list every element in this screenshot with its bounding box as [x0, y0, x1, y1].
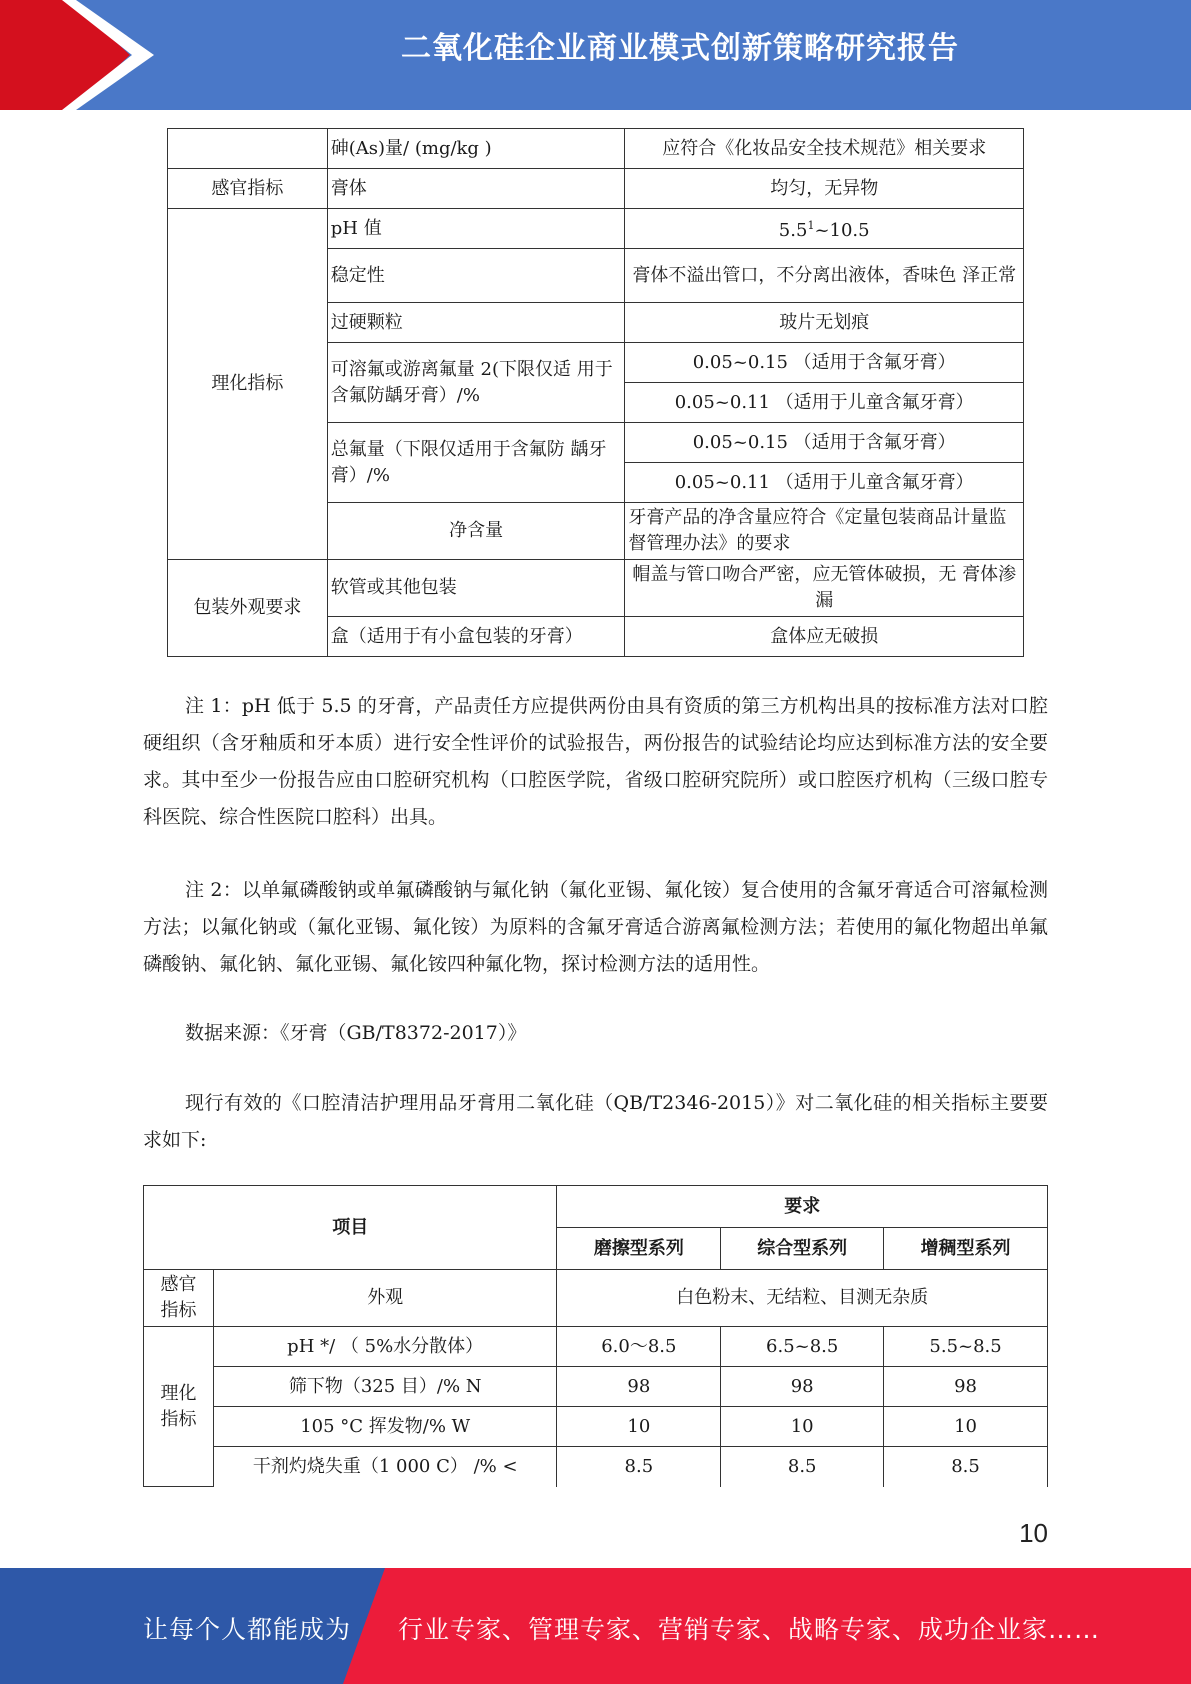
data-source: 数据来源：《牙膏（GB/T8372-2017）》 [185, 1022, 527, 1044]
table-cell [625, 209, 1024, 249]
table-cell: 外观 [213, 1270, 557, 1327]
table-cell: 10 [557, 1407, 721, 1447]
report-title: 二氧化硅企业商业模式创新策略研究报告 [401, 31, 959, 66]
header-requirement: 要求 [557, 1186, 1048, 1228]
table-cell: 8.5 [557, 1447, 721, 1487]
table-header-row [144, 1186, 1048, 1228]
table-cell: 砷(As)量/ (mg/kg ) [327, 129, 625, 169]
table-cell: 0.05~0.15 （适用于含氟牙膏） [625, 423, 1024, 463]
table-cell: 6.5~8.5 [721, 1327, 884, 1367]
intro-paragraph: 现行有效的《口腔清洁护理用品牙膏用二氧化硅（QB/T2346-2015）》对二氧化硅的相关指标主要要求如下: [143, 1092, 1048, 1151]
footer-slogan-right: 行业专家、管理专家、营销专家、战略专家、成功企业家…… [398, 1615, 1101, 1644]
table-cell: 干剂灼烧失重（1 000 C） /% < [213, 1447, 557, 1487]
table-cell: 筛下物（325 目）/% N [213, 1367, 557, 1407]
table-row [168, 560, 1024, 617]
table-cell: 98 [721, 1367, 884, 1407]
table-cell: 98 [557, 1367, 721, 1407]
table-cell: 0.05~0.11 （适用于儿童含氟牙膏） [625, 383, 1024, 423]
silica-spec-table [143, 1185, 1048, 1487]
table-cell: 白色粉末、无结粒、目测无杂质 [557, 1270, 1048, 1327]
table-cell: 膏体 [327, 169, 625, 209]
table-row [144, 1447, 1048, 1487]
table-row [144, 1270, 1048, 1327]
footer-slogan-left: 让每个人都能成为 [143, 1615, 352, 1644]
table-cell: 10 [884, 1407, 1048, 1447]
table-category-cell: 理化 指标 [144, 1327, 214, 1487]
table-cell: 玻片无划痕 [625, 303, 1024, 343]
table-row [144, 1407, 1048, 1447]
table-cell: 稳定性 [327, 249, 625, 303]
table-cell: 105 °C 挥发物/% W [213, 1407, 557, 1447]
footnote-marker: 1 [807, 219, 815, 232]
table-category-cell: 感官 指标 [144, 1270, 214, 1327]
table-row [168, 209, 1024, 249]
table-cell [168, 129, 328, 169]
table-cell: 6.0〜8.5 [557, 1327, 721, 1367]
table-cell: 均匀，无异物 [625, 169, 1024, 209]
table-cell: 8.5 [721, 1447, 884, 1487]
table-cell: 应符合《化妆品安全技术规范》相关要求 [625, 129, 1024, 169]
table-row [144, 1367, 1048, 1407]
table-cell: 过硬颗粒 [327, 303, 625, 343]
table-cell: 盒（适用于有小盒包装的牙膏） [327, 617, 625, 657]
header-col: 增稠型系列 [884, 1228, 1048, 1270]
table-cell: 98 [884, 1367, 1048, 1407]
table-cell: pH 值 [327, 209, 625, 249]
header-col: 磨擦型系列 [557, 1228, 721, 1270]
table-cell: 帽盖与管口吻合严密，应无管体破损，无 膏体渗漏 [625, 560, 1024, 617]
header-item: 项目 [144, 1186, 557, 1270]
ph-range-start: 5.5 [778, 220, 808, 241]
table-cell: 8.5 [884, 1447, 1048, 1487]
toothpaste-spec-table [167, 128, 1024, 657]
table-cell: 5.5~8.5 [884, 1327, 1048, 1367]
table-cell: 0.05~0.11 （适用于儿童含氟牙膏） [625, 463, 1024, 503]
table-row [168, 169, 1024, 209]
table-cell: 膏体不溢出管口，不分离出液体，香味色 泽正常 [625, 249, 1024, 303]
table-cell: 0.05~0.15 （适用于含氟牙膏） [625, 343, 1024, 383]
note-1: 注 1：pH 低于 5.5 的牙膏，产品责任方应提供两份由具有资质的第三方机构出具的按标准方法对口腔硬组织（含牙釉质和牙本质）进行安全性评价的试验报告，两份报告的试验结论均应达到标准方法的安全要求。其中至少一份报告应由口腔研究机构（口腔医学院，省级口腔研究院所）或口腔医疗机构（三级口腔专科医院、综合性医院口腔科）出具。 [143, 695, 1048, 828]
table-cell: pH */ （ 5%水分散体） [213, 1327, 557, 1367]
table-cell: 10 [721, 1407, 884, 1447]
table-cell: 总氟量（下限仅适用于含氟防 龋牙膏）/% [327, 423, 625, 503]
table-cell: 可溶氟或游离氟量 2(下限仅适 用于含氟防龋牙膏）/% [327, 343, 625, 423]
table-category-cell: 净含量 [327, 503, 625, 560]
ph-range-end: ~10.5 [814, 220, 870, 241]
table-cell: 盒体应无破损 [625, 617, 1024, 657]
header-col: 综合型系列 [721, 1228, 884, 1270]
table-category-cell: 感官指标 [168, 169, 328, 209]
table-category-cell: 包装外观要求 [168, 560, 328, 657]
table-cell: 软管或其他包装 [327, 560, 625, 617]
page-number: 10 [1019, 1518, 1048, 1548]
note-2: 注 2：以单氟磷酸钠或单氟磷酸钠与氟化钠（氟化亚锡、氟化铵）复合使用的含氟牙膏适合可溶氟检测方法；以氟化钠或（氟化亚锡、氟化铵）为原料的含氟牙膏适合游离氟检测方法；若使用的氟化物超出单氟磷酸钠、氟化钠、氟化亚锡、氟化铵四种氟化物，探讨检测方法的适用性。 [143, 879, 1048, 975]
table-row [144, 1327, 1048, 1367]
table-category-cell: 理化指标 [168, 209, 328, 560]
table-row [168, 129, 1024, 169]
table-cell: 牙膏产品的净含量应符合《定量包装商品计量监督管理办法》的要求 [625, 503, 1024, 560]
